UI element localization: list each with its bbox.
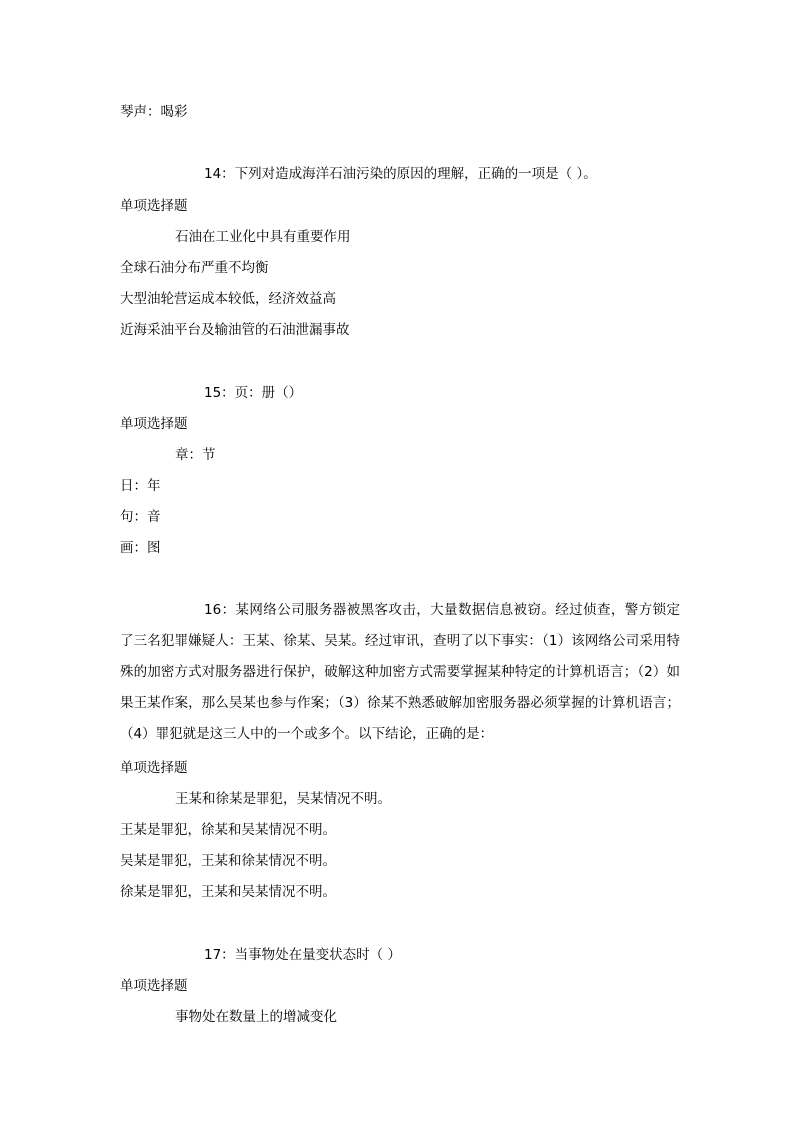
- question-15-stem: 15：页：册（）: [204, 385, 303, 401]
- question-14-option-d: 近海采油平台及输油管的石油泄漏事故: [120, 322, 350, 338]
- question-16-type: 单项选择题: [120, 760, 188, 776]
- question-15-option-d: 画：图: [120, 540, 161, 556]
- question-16-option-a: 王某和徐某是罪犯，吴某情况不明。: [175, 791, 391, 807]
- question-15-option-b: 日：年: [120, 478, 161, 494]
- question-14-option-a: 石油在工业化中具有重要作用: [175, 229, 351, 245]
- question-17-stem: 17：当事物处在量变状态时（ ）: [204, 947, 401, 963]
- question-14-option-b: 全球石油分布严重不均衡: [120, 260, 269, 276]
- question-14-type: 单项选择题: [120, 198, 188, 214]
- question-15-option-a: 章：节: [175, 447, 216, 463]
- previous-question-option: 琴声：喝彩: [120, 104, 188, 120]
- question-17-type: 单项选择题: [120, 978, 188, 994]
- question-16-stem: 16：某网络公司服务器被黑客攻击，大量数据信息被窃。经过侦查，警方锁定了三名犯罪嫌疑人：王某、徐某、吴某。经过审讯，查明了以下事实：（1）该网络公司采用特殊的加密方式对服务器进行保护，破解这种加密方式需要掌握某种特定的计算机语言；（2）如果王某作案，那么吴某也参与作案；（3）徐某不熟悉破解加密服务器必须掌握的计算机语言；（4）罪犯就是这三人中的一个或多个。以下结论，正确的是：: [120, 602, 680, 742]
- question-14-stem: 14：下列对造成海洋石油污染的原因的理解，正确的一项是（ ）。: [204, 166, 597, 182]
- question-16-option-d: 徐某是罪犯，王某和吴某情况不明。: [120, 884, 336, 900]
- question-16-option-b: 王某是罪犯，徐某和吴某情况不明。: [120, 822, 336, 838]
- question-15-option-c: 句：音: [120, 509, 161, 525]
- question-17-option-a: 事物处在数量上的增减变化: [175, 1009, 337, 1025]
- question-15-type: 单项选择题: [120, 416, 188, 432]
- question-14-option-c: 大型油轮营运成本较低，经济效益高: [120, 291, 336, 307]
- question-16-option-c: 吴某是罪犯，王某和徐某情况不明。: [120, 853, 336, 869]
